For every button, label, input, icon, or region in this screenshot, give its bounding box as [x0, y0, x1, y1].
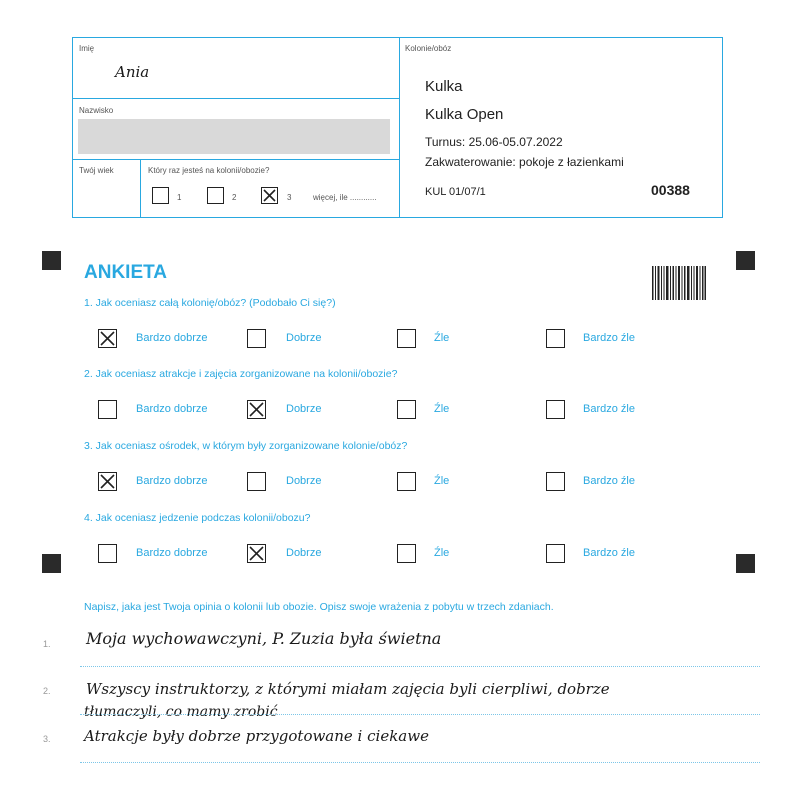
line-number: 2. — [43, 686, 51, 696]
registration-mark-icon — [42, 251, 61, 270]
question-3-option-label: Bardzo źle — [583, 475, 635, 487]
question-4-option-label: Bardzo dobrze — [136, 547, 208, 559]
question-2-option-label: Bardzo dobrze — [136, 403, 208, 415]
camp-name: Kulka — [425, 78, 463, 95]
check-mark-icon — [261, 187, 278, 204]
registration-mark-icon — [42, 554, 61, 573]
registration-mark-icon — [736, 554, 755, 573]
writing-line — [80, 714, 760, 715]
visit-count-3-label: 3 — [287, 193, 292, 202]
barcode-icon — [652, 266, 706, 300]
imie-label: Imię — [79, 44, 95, 53]
question-1-option-label: Źle — [434, 332, 450, 344]
opinion-line-2-cont[interactable]: tłumaczyli, co mamy zrobić — [84, 704, 278, 720]
zakwaterowanie: Zakwaterowanie: pokoje z łazienkami — [425, 155, 624, 169]
question-1-option-checkbox[interactable] — [247, 329, 266, 348]
opinion-line-2[interactable]: Wszyscy instruktorzy, z którymi miałam zajęcia byli cierpliwi, dobrze — [86, 680, 610, 698]
question-1-option-label: Dobrze — [286, 332, 322, 344]
question-2-option-label: Bardzo źle — [583, 403, 635, 415]
question-1-option-label: Bardzo dobrze — [136, 332, 208, 344]
question-2-text: 2. Jak oceniasz atrakcje i zajęcia zorganizowane na kolonii/obozie? — [84, 368, 398, 380]
question-3-option-checkbox[interactable] — [397, 472, 416, 491]
question-4-text: 4. Jak oceniasz jedzenie podczas kolonii/obozu? — [84, 512, 311, 524]
check-mark-icon — [247, 544, 266, 563]
visit-count-2-label: 2 — [232, 193, 237, 202]
question-4-option-checkbox[interactable] — [397, 544, 416, 563]
writing-line — [80, 666, 760, 667]
question-2-option-checkbox[interactable] — [247, 400, 266, 419]
line-number: 1. — [43, 639, 51, 649]
divider — [73, 159, 399, 160]
question-4-option-label: Źle — [434, 547, 450, 559]
form-number: 00388 — [651, 182, 690, 198]
visit-count-1-checkbox[interactable] — [152, 187, 169, 204]
survey-title: ANKIETA — [84, 262, 168, 283]
question-3-option-checkbox[interactable] — [98, 472, 117, 491]
visit-count-2-checkbox[interactable] — [207, 187, 224, 204]
question-2-option-checkbox[interactable] — [98, 400, 117, 419]
divider — [73, 98, 399, 99]
visit-count-1-label: 1 — [177, 193, 182, 202]
question-1-text: 1. Jak oceniasz całą kolonię/obóz? (Podobało Ci się?) — [84, 297, 336, 309]
writing-line — [80, 762, 760, 763]
registration-mark-icon — [736, 251, 755, 270]
question-2-option-checkbox[interactable] — [397, 400, 416, 419]
divider — [140, 159, 141, 217]
check-mark-icon — [98, 329, 117, 348]
visit-count-3-checkbox[interactable] — [261, 187, 278, 204]
opinion-line-3[interactable]: Atrakcje były dobrze przygotowane i ciekawe — [84, 727, 429, 745]
question-3-option-label: Dobrze — [286, 475, 322, 487]
question-2-option-checkbox[interactable] — [546, 400, 565, 419]
question-1-option-checkbox[interactable] — [546, 329, 565, 348]
question-3-option-label: Źle — [434, 475, 450, 487]
visit-count-more-label[interactable]: więcej, ile ............ — [313, 193, 377, 202]
question-4-option-checkbox[interactable] — [546, 544, 565, 563]
question-2-option-label: Źle — [434, 403, 450, 415]
question-4-option-label: Dobrze — [286, 547, 322, 559]
question-2-option-label: Dobrze — [286, 403, 322, 415]
question-3-option-checkbox[interactable] — [546, 472, 565, 491]
nazwisko-label: Nazwisko — [79, 106, 114, 115]
camp-name-2: Kulka Open — [425, 106, 504, 123]
question-3-text: 3. Jak oceniasz ośrodek, w którym były zorganizowane kolonie/obóz? — [84, 440, 408, 452]
imie-value[interactable]: Ania — [115, 63, 150, 81]
question-1-option-checkbox[interactable] — [98, 329, 117, 348]
camp-code: KUL 01/07/1 — [425, 186, 486, 198]
opinion-prompt: Napisz, jaka jest Twoja opinia o kolonii lub obozie. Opisz swoje wrażenia z pobytu w trzech zdaniach. — [84, 601, 554, 613]
opinion-line-1[interactable]: Moja wychowawczyni, P. Zuzia była świetna — [86, 629, 442, 648]
question-3-option-label: Bardzo dobrze — [136, 475, 208, 487]
wiek-label: Twój wiek — [79, 166, 114, 175]
check-mark-icon — [98, 472, 117, 491]
question-1-option-label: Bardzo źle — [583, 332, 635, 344]
ktory-raz-label: Który raz jesteś na kolonii/obozie? — [148, 166, 270, 175]
question-4-option-label: Bardzo źle — [583, 547, 635, 559]
question-4-option-checkbox[interactable] — [98, 544, 117, 563]
turnus: Turnus: 25.06-05.07.2022 — [425, 135, 563, 149]
question-1-option-checkbox[interactable] — [397, 329, 416, 348]
line-number: 3. — [43, 734, 51, 744]
question-4-option-checkbox[interactable] — [247, 544, 266, 563]
kolonie-label: Kolonie/obóz — [405, 44, 452, 53]
nazwisko-field-redacted[interactable] — [78, 119, 390, 154]
check-mark-icon — [247, 400, 266, 419]
divider — [399, 38, 400, 217]
question-3-option-checkbox[interactable] — [247, 472, 266, 491]
